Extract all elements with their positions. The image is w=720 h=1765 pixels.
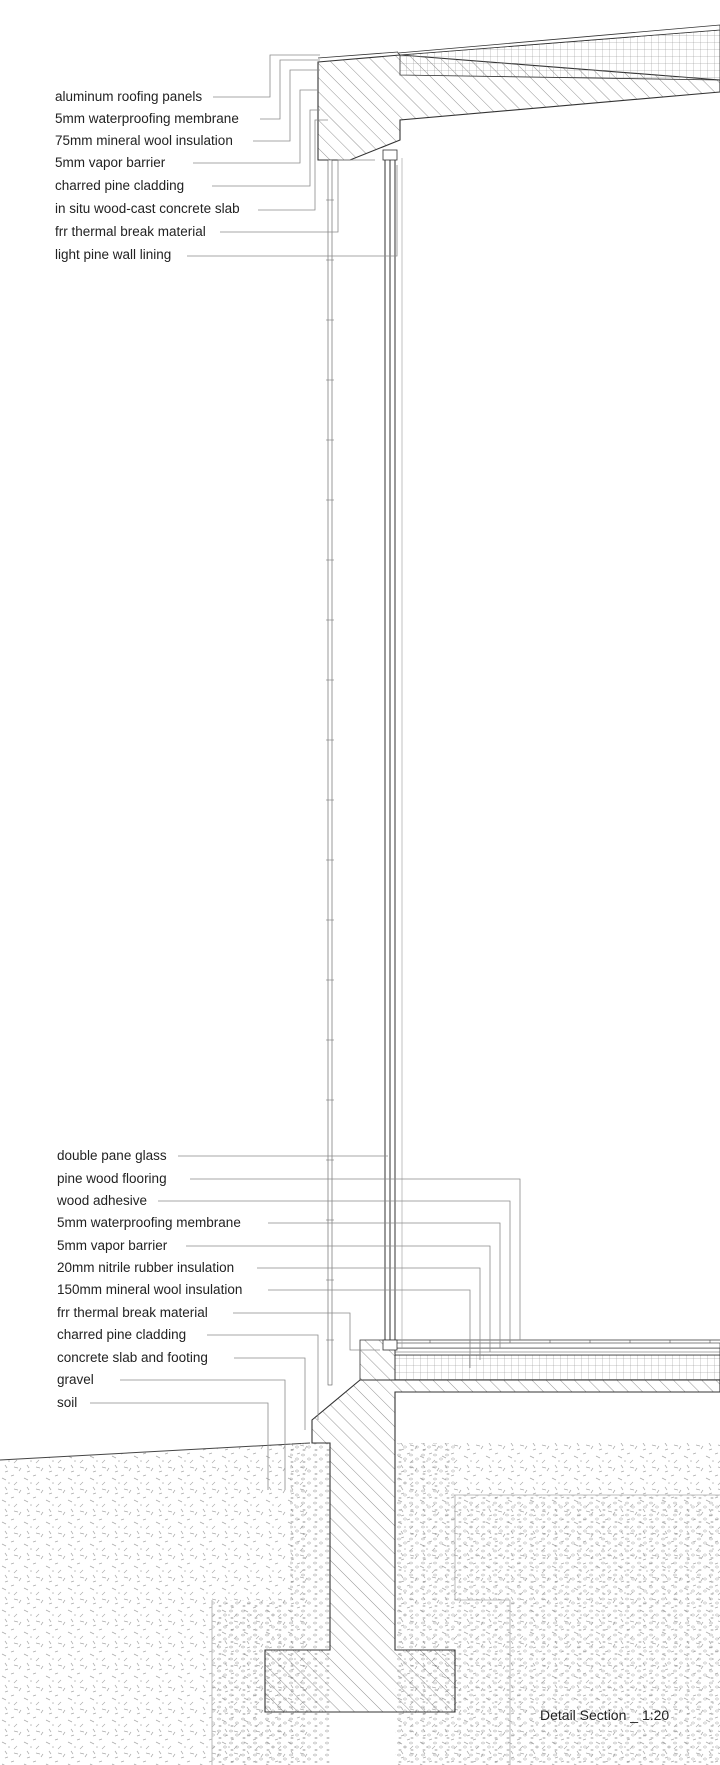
label-roof-charred-pine-cladding: charred pine cladding xyxy=(55,178,185,193)
label-floor-mineral-wool-insulation: 150mm mineral wool insulation xyxy=(57,1282,243,1297)
label-double-pane-glass: double pane glass xyxy=(57,1148,167,1163)
label-roof-thermal-break: frr thermal break material xyxy=(55,224,206,239)
label-pine-wood-flooring: pine wood flooring xyxy=(57,1171,167,1186)
floor-leaders xyxy=(90,1156,520,1490)
label-roof-waterproofing-membrane: 5mm waterproofing membrane xyxy=(55,111,239,126)
label-floor-thermal-break: frr thermal break material xyxy=(57,1305,208,1320)
label-concrete-slab: in situ wood-cast concrete slab xyxy=(55,201,240,216)
label-nitrile-rubber-insulation: 20mm nitrile rubber insulation xyxy=(57,1260,235,1275)
label-aluminum-roofing-panels: aluminum roofing panels xyxy=(55,89,203,104)
label-wood-adhesive: wood adhesive xyxy=(57,1193,148,1208)
label-roof-mineral-wool-insulation: 75mm mineral wool insulation xyxy=(55,133,233,148)
label-gravel: gravel xyxy=(57,1372,94,1387)
label-floor-waterproofing-membrane: 5mm waterproofing membrane xyxy=(57,1215,241,1230)
double-pane-glass xyxy=(383,150,402,1350)
label-floor-charred-pine-cladding: charred pine cladding xyxy=(57,1327,187,1342)
label-roof-vapor-barrier: 5mm vapor barrier xyxy=(55,155,166,170)
label-pine-wall-lining: light pine wall lining xyxy=(55,247,172,262)
label-concrete-slab-footing: concrete slab and footing xyxy=(57,1350,208,1365)
floor-insulation xyxy=(395,1355,720,1380)
label-soil: soil xyxy=(57,1395,78,1410)
label-floor-vapor-barrier: 5mm vapor barrier xyxy=(57,1238,168,1253)
roof-insulation xyxy=(400,30,720,80)
drawing-caption: Detail Section _ 1:20 xyxy=(540,1707,670,1723)
